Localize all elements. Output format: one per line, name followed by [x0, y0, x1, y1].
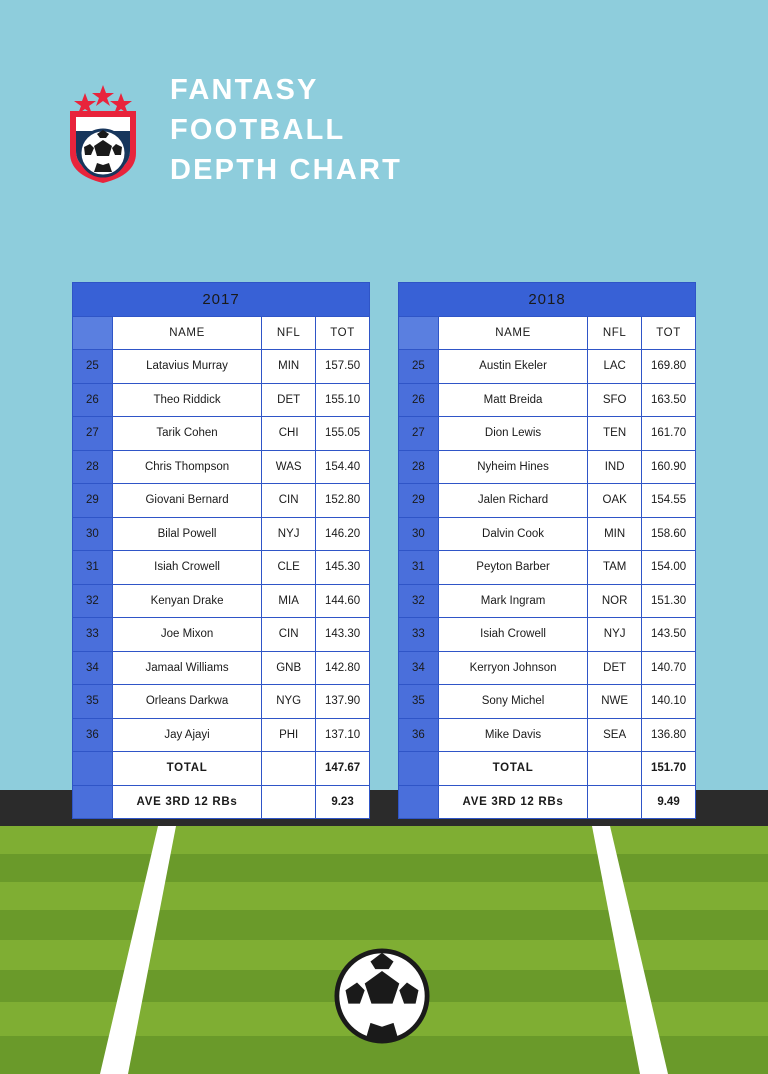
rank-column-header	[73, 316, 113, 350]
row-name: Joe Mixon	[112, 618, 261, 652]
nfl-column-header: NFL	[262, 316, 316, 350]
row-tot: 137.90	[316, 685, 370, 719]
row-nfl: TAM	[588, 551, 642, 585]
row-name: Mike Davis	[438, 718, 587, 752]
row-rank: 32	[399, 584, 439, 618]
tot-column-header: TOT	[642, 316, 696, 350]
row-name: Isiah Crowell	[438, 618, 587, 652]
row-rank: 29	[73, 484, 113, 518]
table-column-header	[399, 316, 696, 350]
table-row	[73, 383, 370, 417]
row-nfl: GNB	[262, 651, 316, 685]
row-nfl: MIN	[262, 350, 316, 384]
row-rank: 36	[73, 718, 113, 752]
title-line-2: FOOTBALL	[170, 114, 346, 147]
row-rank: 31	[73, 551, 113, 585]
row-rank: 33	[399, 618, 439, 652]
table-total-row	[399, 752, 696, 786]
table-row	[399, 517, 696, 551]
total-rank-spacer	[399, 752, 439, 786]
row-tot: 158.60	[642, 517, 696, 551]
row-name: Nyheim Hines	[438, 450, 587, 484]
title-line-3: DEPTH CHART	[170, 154, 403, 187]
total-label: TOTAL	[438, 752, 587, 786]
table-row	[399, 484, 696, 518]
row-name: Sony Michel	[438, 685, 587, 719]
row-name: Bilal Powell	[112, 517, 261, 551]
row-rank: 35	[73, 685, 113, 719]
row-rank: 27	[73, 417, 113, 451]
depth-table-2017	[72, 282, 370, 819]
row-name: Mark Ingram	[438, 584, 587, 618]
row-rank: 31	[399, 551, 439, 585]
row-tot: 140.70	[642, 651, 696, 685]
table-row	[399, 450, 696, 484]
average-label: AVE 3RD 12 RBs	[438, 785, 587, 819]
row-tot: 137.10	[316, 718, 370, 752]
row-tot: 143.50	[642, 618, 696, 652]
row-tot: 155.05	[316, 417, 370, 451]
table-average-row	[399, 785, 696, 819]
row-tot: 154.40	[316, 450, 370, 484]
depth-table-2018	[398, 282, 696, 819]
row-rank: 29	[399, 484, 439, 518]
row-nfl: WAS	[262, 450, 316, 484]
table-year-header	[399, 283, 696, 317]
row-name: Jalen Richard	[438, 484, 587, 518]
row-name: Peyton Barber	[438, 551, 587, 585]
table-row	[73, 551, 370, 585]
row-tot: 146.20	[316, 517, 370, 551]
row-name: Kerryon Johnson	[438, 651, 587, 685]
total-nfl-spacer	[588, 752, 642, 786]
row-nfl: MIN	[588, 517, 642, 551]
table-row	[73, 718, 370, 752]
table-row	[73, 450, 370, 484]
row-name: Giovani Bernard	[112, 484, 261, 518]
row-name: Orleans Darkwa	[112, 685, 261, 719]
row-nfl: CLE	[262, 551, 316, 585]
row-nfl: LAC	[588, 350, 642, 384]
total-value: 147.67	[316, 752, 370, 786]
row-tot: 160.90	[642, 450, 696, 484]
table-average-row	[73, 785, 370, 819]
row-tot: 169.80	[642, 350, 696, 384]
table-row	[399, 651, 696, 685]
row-tot: 154.00	[642, 551, 696, 585]
row-nfl: TEN	[588, 417, 642, 451]
row-rank: 28	[399, 450, 439, 484]
row-nfl: NYJ	[588, 618, 642, 652]
row-name: Jamaal Williams	[112, 651, 261, 685]
row-name: Kenyan Drake	[112, 584, 261, 618]
average-rank-spacer	[399, 785, 439, 819]
table-row	[73, 584, 370, 618]
row-rank: 27	[399, 417, 439, 451]
row-name: Tarik Cohen	[112, 417, 261, 451]
row-rank: 32	[73, 584, 113, 618]
total-label: TOTAL	[112, 752, 261, 786]
average-rank-spacer	[73, 785, 113, 819]
row-nfl: NOR	[588, 584, 642, 618]
row-tot: 144.60	[316, 584, 370, 618]
table-row	[73, 685, 370, 719]
table-row	[399, 551, 696, 585]
year-label: 2018	[399, 283, 696, 317]
row-tot: 161.70	[642, 417, 696, 451]
row-nfl: CIN	[262, 484, 316, 518]
total-nfl-spacer	[262, 752, 316, 786]
row-name: Chris Thompson	[112, 450, 261, 484]
row-nfl: SFO	[588, 383, 642, 417]
row-nfl: DET	[262, 383, 316, 417]
name-column-header: NAME	[438, 316, 587, 350]
table-row	[73, 517, 370, 551]
tot-column-header: TOT	[316, 316, 370, 350]
total-value: 151.70	[642, 752, 696, 786]
row-name: Theo Riddick	[112, 383, 261, 417]
rank-column-header	[399, 316, 439, 350]
table-row	[73, 618, 370, 652]
row-nfl: SEA	[588, 718, 642, 752]
table-row	[73, 484, 370, 518]
title-line-1: FANTASY	[170, 74, 319, 106]
year-label: 2017	[73, 283, 370, 317]
average-nfl-spacer	[262, 785, 316, 819]
row-tot: 163.50	[642, 383, 696, 417]
row-rank: 25	[399, 350, 439, 384]
table-row	[399, 417, 696, 451]
row-tot: 152.80	[316, 484, 370, 518]
row-name: Latavius Murray	[112, 350, 261, 384]
row-nfl: MIA	[262, 584, 316, 618]
average-value: 9.49	[642, 785, 696, 819]
table-row	[399, 350, 696, 384]
table-row	[73, 651, 370, 685]
row-name: Dalvin Cook	[438, 517, 587, 551]
row-rank: 35	[399, 685, 439, 719]
table-column-header	[73, 316, 370, 350]
row-rank: 36	[399, 718, 439, 752]
row-rank: 28	[73, 450, 113, 484]
average-label: AVE 3RD 12 RBs	[112, 785, 261, 819]
row-rank: 33	[73, 618, 113, 652]
average-value: 9.23	[316, 785, 370, 819]
row-tot: 143.30	[316, 618, 370, 652]
row-nfl: PHI	[262, 718, 316, 752]
row-nfl: OAK	[588, 484, 642, 518]
table-row	[399, 383, 696, 417]
table-row	[399, 718, 696, 752]
row-name: Austin Ekeler	[438, 350, 587, 384]
row-nfl: CIN	[262, 618, 316, 652]
row-name: Isiah Crowell	[112, 551, 261, 585]
row-rank: 25	[73, 350, 113, 384]
row-rank: 34	[73, 651, 113, 685]
row-nfl: NYJ	[262, 517, 316, 551]
row-nfl: NWE	[588, 685, 642, 719]
row-name: Dion Lewis	[438, 417, 587, 451]
row-nfl: NYG	[262, 685, 316, 719]
total-rank-spacer	[73, 752, 113, 786]
name-column-header: NAME	[112, 316, 261, 350]
table-total-row	[73, 752, 370, 786]
row-rank: 30	[73, 517, 113, 551]
row-tot: 157.50	[316, 350, 370, 384]
table-row	[399, 584, 696, 618]
row-rank: 26	[73, 383, 113, 417]
row-tot: 155.10	[316, 383, 370, 417]
row-nfl: IND	[588, 450, 642, 484]
row-nfl: CHI	[262, 417, 316, 451]
row-tot: 140.10	[642, 685, 696, 719]
table-row	[399, 685, 696, 719]
row-tot: 145.30	[316, 551, 370, 585]
row-nfl: DET	[588, 651, 642, 685]
table-row	[73, 417, 370, 451]
row-name: Matt Breida	[438, 383, 587, 417]
row-tot: 151.30	[642, 584, 696, 618]
table-row	[399, 618, 696, 652]
row-tot: 154.55	[642, 484, 696, 518]
table-row	[73, 350, 370, 384]
table-year-header	[73, 283, 370, 317]
row-rank: 26	[399, 383, 439, 417]
row-rank: 30	[399, 517, 439, 551]
row-tot: 136.80	[642, 718, 696, 752]
row-name: Jay Ajayi	[112, 718, 261, 752]
row-rank: 34	[399, 651, 439, 685]
nfl-column-header: NFL	[588, 316, 642, 350]
row-tot: 142.80	[316, 651, 370, 685]
average-nfl-spacer	[588, 785, 642, 819]
